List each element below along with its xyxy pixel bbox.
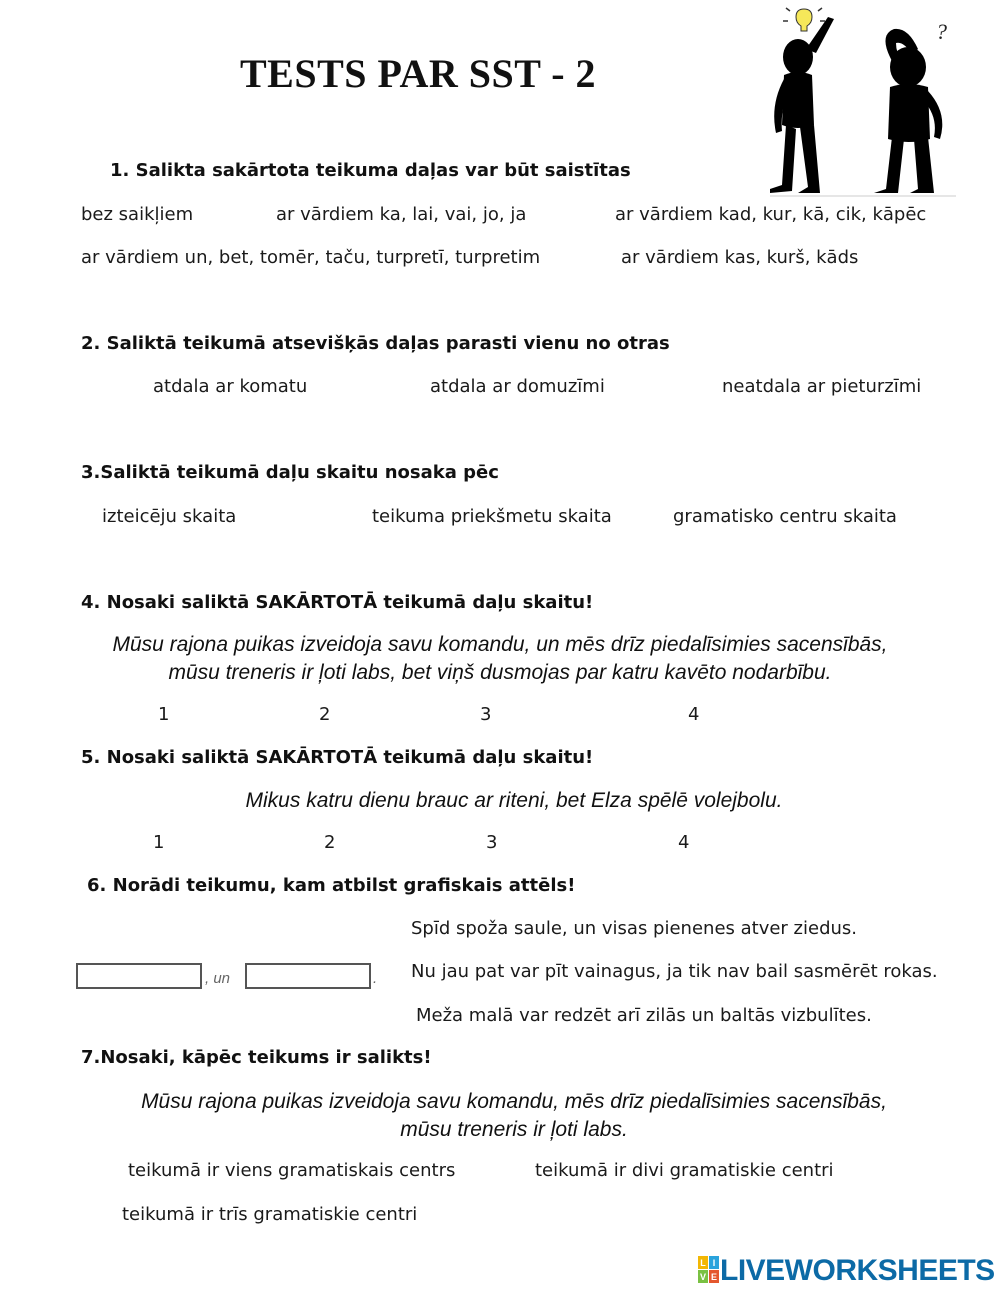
logo-letter: L bbox=[700, 1258, 706, 1268]
q7-option[interactable]: teikumā ir trīs gramatiskie centri bbox=[122, 1204, 418, 1225]
q3-option[interactable]: izteicēju skaita bbox=[102, 506, 237, 527]
scheme-connector: , un bbox=[205, 970, 231, 987]
q2-option[interactable]: neatdala ar pieturzīmi bbox=[722, 376, 922, 397]
q5-option[interactable]: 1 bbox=[153, 832, 165, 853]
question-1: 1. Salikta sakārtota teikuma daļas var būt saistītas bbox=[110, 160, 631, 181]
logo-text: LIVEWORKSHEETS bbox=[720, 1254, 995, 1287]
logo-letter: E bbox=[710, 1272, 718, 1282]
logo-blocks-icon bbox=[698, 1256, 720, 1284]
scheme-end: . bbox=[373, 970, 378, 987]
logo-letter: V bbox=[699, 1272, 707, 1282]
scheme-box-1 bbox=[76, 963, 202, 989]
q5-sentence: Mikus katru dienu brauc ar riteni, bet Elza spēlē volejbolu. bbox=[245, 789, 783, 812]
q6-option[interactable]: Nu jau pat var pīt vainagus, ja tik nav bail sasmērēt rokas. bbox=[411, 961, 938, 982]
question-2: 2. Saliktā teikumā atsevišķās daļas parasti vienu no otras bbox=[81, 333, 670, 354]
q7-option[interactable]: teikumā ir divi gramatiskie centri bbox=[535, 1160, 834, 1181]
q7-option[interactable]: teikumā ir viens gramatiskais centrs bbox=[128, 1160, 456, 1181]
q4-option[interactable]: 2 bbox=[319, 704, 331, 725]
q1-option[interactable]: ar vārdiem kas, kurš, kāds bbox=[621, 247, 859, 268]
q3-option[interactable]: gramatisko centru skaita bbox=[673, 506, 897, 527]
q1-option[interactable]: ar vārdiem ka, lai, vai, jo, ja bbox=[276, 204, 527, 225]
q1-option[interactable]: ar vārdiem kad, kur, kā, cik, kāpēc bbox=[615, 204, 927, 225]
q1-option[interactable]: ar vārdiem un, bet, tomēr, taču, turpretī, turpretim bbox=[81, 247, 541, 268]
q7-sentence-line2: mūsu treneris ir ļoti labs. bbox=[400, 1118, 628, 1141]
thinking-figures-icon bbox=[768, 5, 958, 197]
q1-option[interactable]: bez saikļiem bbox=[81, 204, 194, 225]
scheme-box-2 bbox=[245, 963, 371, 989]
question-4: 4. Nosaki saliktā SAKĀRTOTĀ teikumā daļu skaitu! bbox=[81, 592, 594, 613]
question-mark: ? bbox=[936, 19, 947, 44]
q4-option[interactable]: 1 bbox=[158, 704, 170, 725]
page-title: TESTS PAR SST - 2 bbox=[240, 51, 597, 96]
q5-option[interactable]: 4 bbox=[678, 832, 690, 853]
q5-option[interactable]: 2 bbox=[324, 832, 336, 853]
q6-option[interactable]: Meža malā var redzēt arī zilās un baltās vizbulītes. bbox=[416, 1005, 872, 1026]
q3-option[interactable]: teikuma priekšmetu skaita bbox=[372, 506, 612, 527]
logo-letter: I bbox=[712, 1258, 716, 1268]
q4-option[interactable]: 4 bbox=[688, 704, 700, 725]
question-7: 7.Nosaki, kāpēc teikums ir salikts! bbox=[81, 1047, 432, 1068]
q5-option[interactable]: 3 bbox=[486, 832, 498, 853]
q4-option[interactable]: 3 bbox=[480, 704, 492, 725]
question-6: 6. Norādi teikumu, kam atbilst grafiskais attēls! bbox=[87, 875, 576, 896]
q4-sentence-line1: Mūsu rajona puikas izveidoja savu komandu, un mēs drīz piedalīsimies sacensībās, bbox=[112, 633, 888, 656]
q6-option[interactable]: Spīd spoža saule, un visas pienenes atver ziedus. bbox=[411, 918, 858, 939]
q2-option[interactable]: atdala ar domuzīmi bbox=[430, 376, 605, 397]
q7-sentence-line1: Mūsu rajona puikas izveidoja savu komandu, mēs drīz piedalīsimies sacensībās, bbox=[141, 1090, 887, 1113]
question-5: 5. Nosaki saliktā SAKĀRTOTĀ teikumā daļu skaitu! bbox=[81, 747, 594, 768]
q4-sentence-line2: mūsu treneris ir ļoti labs, bet viņš dusmojas par katru kavēto nodarbību. bbox=[168, 661, 832, 684]
q2-option[interactable]: atdala ar komatu bbox=[153, 376, 308, 397]
question-3: 3.Saliktā teikumā daļu skaitu nosaka pēc bbox=[81, 462, 499, 483]
